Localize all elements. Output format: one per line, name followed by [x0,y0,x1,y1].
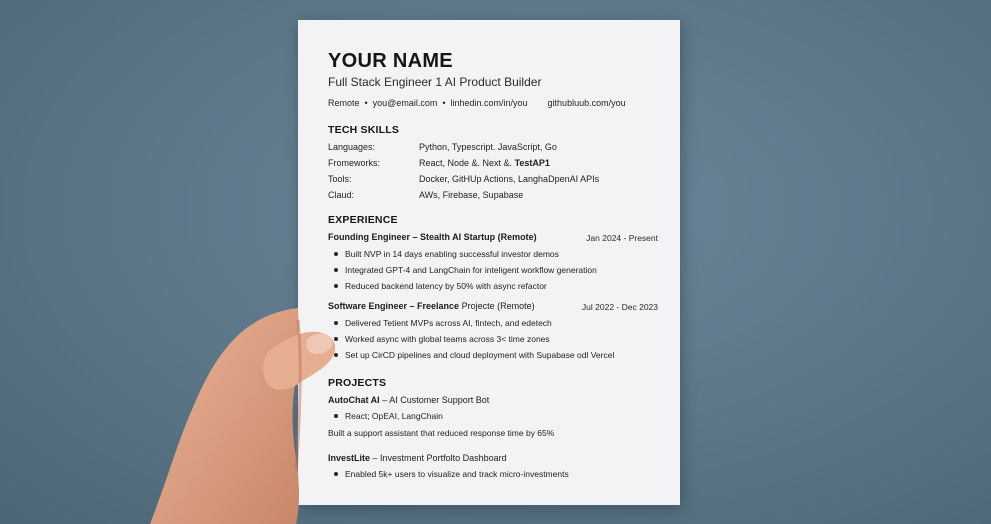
project-name: AutoChat AI [328,395,380,405]
project-desc: – Investment Portfolto Dashboard [372,453,507,463]
skill-value-bold: TestAP1 [514,158,550,168]
projects-heading: PROJECTS [328,377,387,389]
skill-label: Tools: [328,174,352,184]
contact-separator: • [364,98,368,108]
contact-github: githubluub.com/you [547,98,626,108]
skill-label: Fromeworks: [328,158,381,168]
hand-palm [150,308,300,524]
skill-label: Claud: [328,190,355,200]
skill-value: Docker, GitHUp Actions, LanghaDpenAI APIs [419,174,600,184]
contact-location: Remote [328,98,360,108]
bullet-text: Built NVP in 14 days enabling successful investor demos [345,249,559,259]
bullet-text: Set up CirCD pipelines and cloud deployment with Supabase odl Vercel [345,350,615,360]
bullet-text: Delivered Tetient MVPs across AI, fintech, and edetech [345,318,552,328]
skill-value: AWs, Firebase, Supabase [419,190,524,200]
bullet-text: Reduced backend latency by 50% with async refactor [345,281,547,291]
skill-value: Python, Typescript. JavaScript, Go [419,142,557,152]
job-title: Founding Engineer – Stealth AI Startup (Remote) [328,232,537,242]
resume-name: YOUR NAME [328,50,453,72]
contact-separator: • [442,98,446,108]
project-desc: – AI Customer Support Bot [382,395,490,405]
job-title-light: Projecte (Remote) [461,301,535,311]
skill-value-text: React, Node &. Next &. [419,158,513,168]
job-title-bold: Software Engineer – Freelance [328,301,460,311]
skill-label: Languages: [328,142,376,152]
job-dates: Jul 2022 - Dec 2023 [581,302,658,312]
experience-heading: EXPERIENCE [328,214,398,226]
job-dates: Jan 2024 - Present [586,233,658,243]
bullet-text: React; OpEAI, LangChain [345,411,443,421]
bullet-text: Worked async with global teams across 3< time zones [345,334,550,344]
skills-heading: TECH SKILLS [328,124,400,136]
bullet-text: Integrated GPT-4 and LangChain for inteligent workflow generation [345,265,597,275]
contact-linkedin: linhedin.com/in/you [450,98,528,108]
contact-email: you@email.com [372,98,438,108]
project-summary: Built a support assistant that reduced response time by 65% [328,428,555,438]
project-name: InvestLite [328,453,371,463]
bullet-text: Enabled 5k+ users to visualize and track micro-investments [345,469,569,479]
resume-subtitle: Full Stack Engineer 1 AI Product Builder [328,75,542,89]
